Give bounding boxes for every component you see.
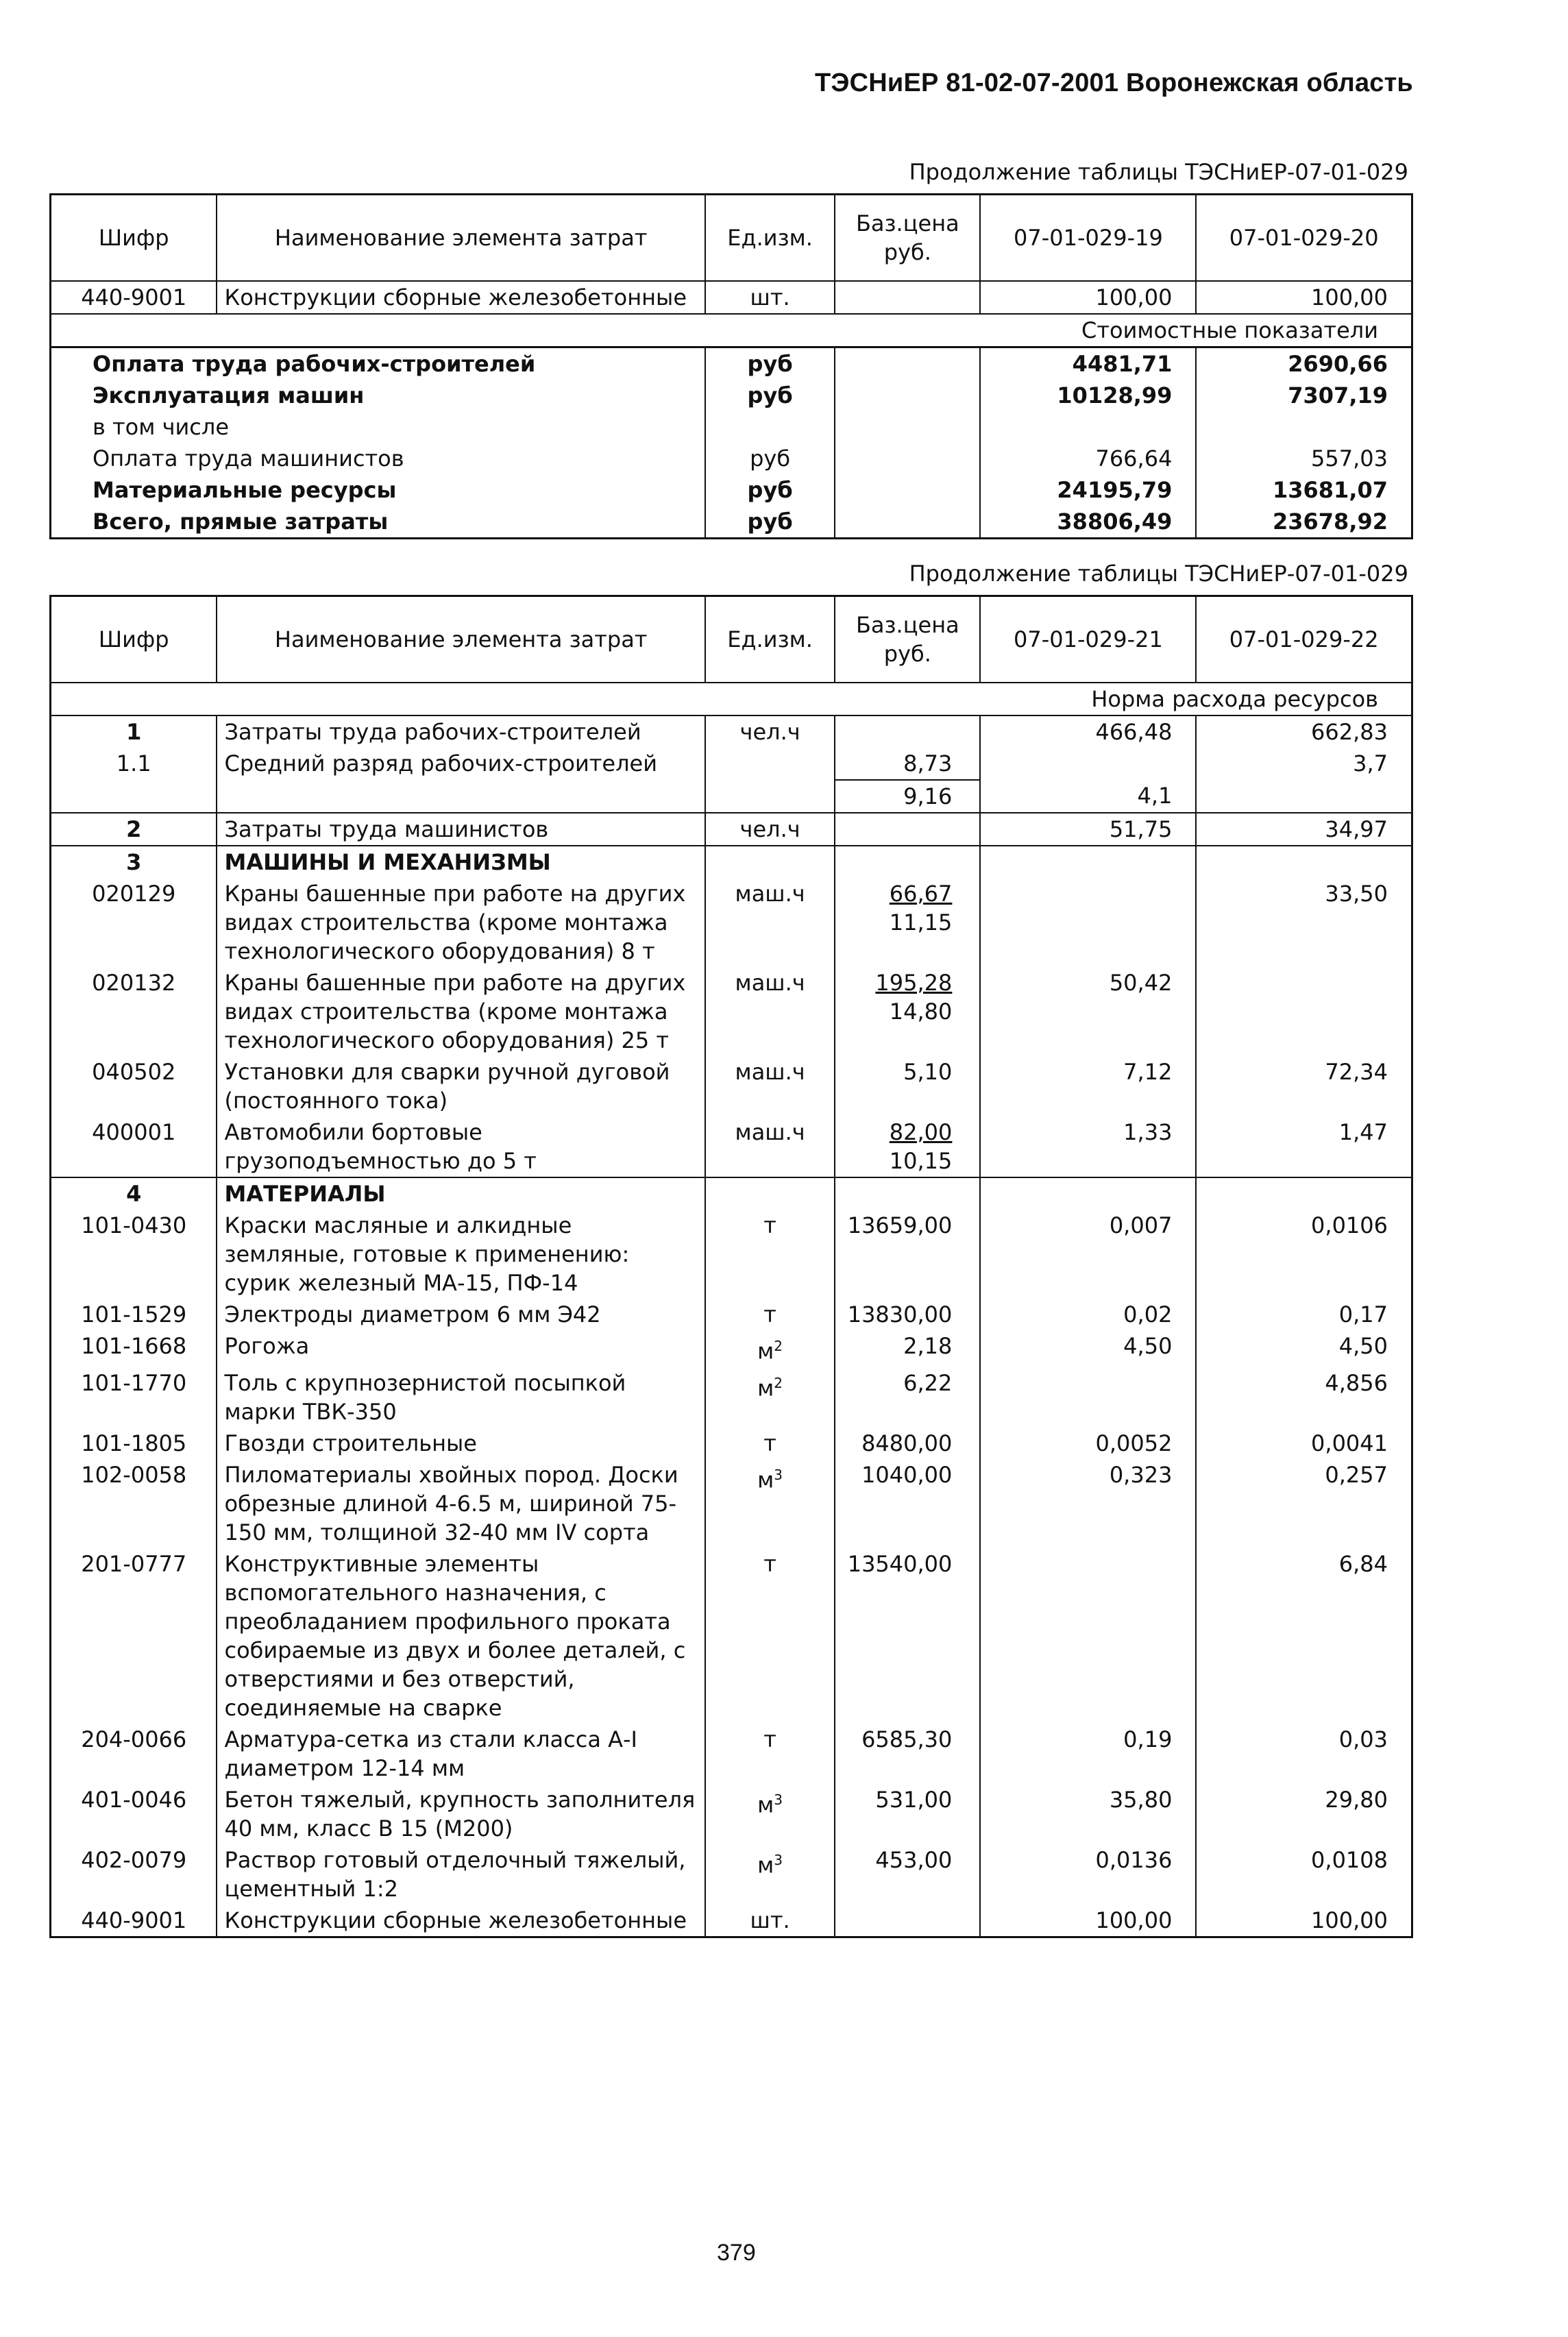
- cell-price: [835, 1177, 980, 1210]
- cell-v2: 557,03: [1196, 443, 1412, 474]
- cell-name: Бетон тяжелый, крупность заполнителя 40 мм, класс В 15 (М200): [217, 1784, 705, 1844]
- cell-price: [835, 1905, 980, 1937]
- table-row: [51, 715, 1412, 748]
- unit-text: маш.ч: [735, 1059, 805, 1085]
- cell-v1: [980, 1177, 1196, 1210]
- cell-name: МАТЕРИАЛЫ: [217, 1177, 705, 1210]
- unit-text: т: [763, 1212, 776, 1238]
- cell-name: Материальные ресурсы: [51, 474, 705, 506]
- cell-unit: [705, 411, 835, 443]
- cell-name: Пиломатериалы хвойных пород. Доски обрезные длиной 4-6.5 м, шириной 75-150 мм, толщиной 32-40 мм IV сорта: [217, 1459, 705, 1548]
- unit-text: маш.ч: [735, 970, 805, 996]
- table-row: [51, 474, 1412, 506]
- cell-name: Всего, прямые затраты: [51, 506, 705, 539]
- cell-price: [835, 1116, 980, 1177]
- price-value: 82,00: [889, 1119, 953, 1145]
- cell-price: [835, 347, 980, 380]
- cell-name: Толь с крупнозернистой посыпкой марки ТВК-350: [217, 1367, 705, 1428]
- table-row: [51, 1844, 1412, 1905]
- unit-text: т: [763, 1550, 776, 1577]
- section-label: Стоимостные показатели: [1081, 317, 1378, 343]
- table2-header-row: [51, 596, 1412, 683]
- table-row: [51, 1724, 1412, 1784]
- table-row: [51, 1367, 1412, 1428]
- price-value: 6585,30: [861, 1726, 953, 1752]
- cell-code: [51, 780, 217, 813]
- cell-name: Затраты труда машинистов: [217, 813, 705, 846]
- price-value-secondary: 11,15: [889, 909, 953, 935]
- table-row: [51, 967, 1412, 1056]
- unit-text: маш.ч: [735, 1119, 805, 1145]
- cell-code: 1.1: [51, 748, 217, 780]
- table-row: [51, 281, 1412, 314]
- price-value: 66,67: [889, 881, 953, 907]
- table1: [49, 193, 1413, 539]
- cell-unit: руб: [705, 380, 835, 411]
- table-row: [51, 1299, 1412, 1330]
- table-row: [51, 780, 1412, 813]
- unit-text: т: [763, 1430, 776, 1456]
- cell-name: Конструктивные элементы вспомогательного назначения, с преобладанием профильного проката собираемые из двух и более деталей, с отверстиями и без отверстий, соединяемые на сварке: [217, 1548, 705, 1724]
- col-v2-header: 07-01-029-22: [1196, 596, 1412, 683]
- table-row: [51, 1548, 1412, 1724]
- price-value: 8,73: [903, 750, 953, 776]
- cell-v1: 7,12: [980, 1056, 1196, 1116]
- cell-price: [835, 878, 980, 967]
- cell-code: 201-0777: [51, 1548, 217, 1724]
- cell-v1: 51,75: [980, 813, 1196, 846]
- table-row: [51, 506, 1412, 539]
- cell-v1: 1,33: [980, 1116, 1196, 1177]
- cell-price: [835, 1459, 980, 1548]
- cell-price: [835, 1428, 980, 1459]
- cell-name: Установки для сварки ручной дуговой (постоянного тока): [217, 1056, 705, 1116]
- cell-v2: [1196, 846, 1412, 878]
- unit-text: м: [757, 1467, 774, 1493]
- table-row: [51, 1056, 1412, 1116]
- cell-name: Краны башенные при работе на других видах строительства (кроме монтажа технологического оборудования) 25 т: [217, 967, 705, 1056]
- cell-unit: [705, 1844, 835, 1905]
- unit-text: м: [757, 1852, 774, 1879]
- cell-unit: руб: [705, 443, 835, 474]
- cell-unit: [705, 748, 835, 780]
- cell-price: [835, 967, 980, 1056]
- cell-v2: 100,00: [1196, 1905, 1412, 1937]
- col-unit-header: Ед.изм.: [705, 195, 835, 282]
- cell-price: [835, 1548, 980, 1724]
- unit-superscript: 2: [774, 1374, 783, 1391]
- cell-v2: 662,83: [1196, 715, 1412, 748]
- col-v1-header: 07-01-029-19: [980, 195, 1196, 282]
- price-value: 6,22: [903, 1369, 953, 1396]
- cell-code: 1: [51, 715, 217, 748]
- price-value-secondary: 10,15: [889, 1148, 953, 1174]
- price-value: 2,18: [903, 1333, 953, 1359]
- col-code-header: Шифр: [51, 195, 217, 282]
- cell-v2: 6,84: [1196, 1548, 1412, 1724]
- cell-v1: [980, 1548, 1196, 1724]
- table-row: [51, 748, 1412, 780]
- cell-unit: [705, 846, 835, 878]
- cell-code: 101-1770: [51, 1367, 217, 1428]
- cell-unit: [705, 780, 835, 813]
- unit-text: шт.: [750, 1907, 790, 1933]
- unit-superscript: 2: [774, 1338, 783, 1354]
- table2-body: [51, 715, 1412, 1937]
- cell-v2: 72,34: [1196, 1056, 1412, 1116]
- cell-v1: 466,48: [980, 715, 1196, 748]
- price-value-secondary: 14,80: [889, 999, 953, 1025]
- cell-name: Рогожа: [217, 1330, 705, 1367]
- cell-unit: [705, 878, 835, 967]
- cell-code: 4: [51, 1177, 217, 1210]
- cell-price: [835, 1056, 980, 1116]
- cell-v1: 50,42: [980, 967, 1196, 1056]
- cell-price: [835, 1299, 980, 1330]
- cell-price: [835, 846, 980, 878]
- cell-code: 101-1668: [51, 1330, 217, 1367]
- cell-unit: руб: [705, 347, 835, 380]
- cell-v2: 1,47: [1196, 1116, 1412, 1177]
- cell-name: Оплата труда машинистов: [51, 443, 705, 474]
- cell-price: [835, 1367, 980, 1428]
- cell-unit: руб: [705, 506, 835, 539]
- cell-v1: 0,323: [980, 1459, 1196, 1548]
- cell-name: МАШИНЫ И МЕХАНИЗМЫ: [217, 846, 705, 878]
- price-value: 453,00: [875, 1846, 953, 1873]
- price-value: 13830,00: [847, 1301, 953, 1327]
- unit-superscript: 3: [774, 1791, 783, 1808]
- cell-v1: 35,80: [980, 1784, 1196, 1844]
- cell-code: 3: [51, 846, 217, 878]
- price-value: 5,10: [903, 1059, 953, 1085]
- cell-unit: [705, 1177, 835, 1210]
- cell-name: Эксплуатация машин: [51, 380, 705, 411]
- table-row: [51, 846, 1412, 878]
- cell-code: 2: [51, 813, 217, 846]
- cell-v1: 10128,99: [980, 380, 1196, 411]
- cell-code: 102-0058: [51, 1459, 217, 1548]
- cell-v2: 0,0106: [1196, 1210, 1412, 1299]
- table-row: [51, 1784, 1412, 1844]
- cell-v2: 33,50: [1196, 878, 1412, 967]
- table-row: [51, 380, 1412, 411]
- cell-unit: руб: [705, 474, 835, 506]
- table-row: [51, 1177, 1412, 1210]
- price-value: 1040,00: [861, 1461, 953, 1488]
- cell-price: [835, 281, 980, 314]
- cell-v2: 4,856: [1196, 1367, 1412, 1428]
- section-row: [51, 683, 1412, 715]
- table-row: [51, 1905, 1412, 1937]
- page-number: 379: [717, 2240, 756, 2266]
- cell-v1: 766,64: [980, 443, 1196, 474]
- col-v1-header: 07-01-029-21: [980, 596, 1196, 683]
- cell-code: 101-1529: [51, 1299, 217, 1330]
- cell-price: [835, 813, 980, 846]
- price-value: 8480,00: [861, 1430, 953, 1456]
- cell-price: [835, 474, 980, 506]
- col-price-header: Баз.цена руб.: [835, 195, 980, 282]
- cell-v2: 29,80: [1196, 1784, 1412, 1844]
- cell-unit: [705, 1056, 835, 1116]
- cell-unit: [705, 1210, 835, 1299]
- cell-code: 401-0046: [51, 1784, 217, 1844]
- cell-code: 440-9001: [51, 281, 217, 314]
- cell-name: Затраты труда рабочих-строителей: [217, 715, 705, 748]
- cell-name: Арматура-сетка из стали класса А-I диаметром 12-14 мм: [217, 1724, 705, 1784]
- cell-name: Автомобили бортовые грузоподъемностью до 5 т: [217, 1116, 705, 1177]
- cell-unit: [705, 1784, 835, 1844]
- cell-v2: 13681,07: [1196, 474, 1412, 506]
- cell-unit: [705, 1116, 835, 1177]
- cell-name: [217, 780, 705, 813]
- table-row: [51, 1330, 1412, 1367]
- price-value: 13540,00: [847, 1550, 953, 1577]
- table2-caption: Продолжение таблицы ТЭСНиЕР-07-01-029: [909, 561, 1408, 587]
- cell-name: в том числе: [51, 411, 705, 443]
- cell-code: 400001: [51, 1116, 217, 1177]
- cell-price: [835, 380, 980, 411]
- cell-unit: [705, 1299, 835, 1330]
- cell-unit: [705, 1724, 835, 1784]
- table-row: [51, 1459, 1412, 1548]
- col-code-header: Шифр: [51, 596, 217, 683]
- cell-v2: 3,7: [1196, 748, 1412, 780]
- cell-unit: [705, 1548, 835, 1724]
- cell-v2: 34,97: [1196, 813, 1412, 846]
- table1-caption: Продолжение таблицы ТЭСНиЕР-07-01-029: [909, 159, 1408, 185]
- price-value: 13659,00: [847, 1212, 953, 1238]
- table-row: [51, 1428, 1412, 1459]
- col-price-header: Баз.цена руб.: [835, 596, 980, 683]
- cell-v2: 0,0041: [1196, 1428, 1412, 1459]
- section-row: [51, 314, 1412, 347]
- unit-superscript: 3: [774, 1466, 783, 1483]
- cell-price: [835, 1844, 980, 1905]
- table2: [49, 595, 1413, 1938]
- cell-price: [835, 1330, 980, 1367]
- cell-v2: [1196, 967, 1412, 1056]
- cell-v1: 100,00: [980, 1905, 1196, 1937]
- unit-text: м: [757, 1791, 774, 1818]
- cell-name: Конструкции сборные железобетонные: [217, 281, 705, 314]
- cell-v1: 4,1: [980, 780, 1196, 813]
- cell-unit: [705, 1330, 835, 1367]
- col-unit-header: Ед.изм.: [705, 596, 835, 683]
- cell-v1: [980, 878, 1196, 967]
- cell-price: [835, 780, 980, 813]
- cell-v2: 23678,92: [1196, 506, 1412, 539]
- cell-v2: 7307,19: [1196, 380, 1412, 411]
- cell-unit: [705, 1428, 835, 1459]
- table-row: [51, 878, 1412, 967]
- cell-v2: [1196, 1177, 1412, 1210]
- cell-unit: шт.: [705, 281, 835, 314]
- cell-v1: 4,50: [980, 1330, 1196, 1367]
- cell-name: Оплата труда рабочих-строителей: [51, 347, 705, 380]
- cell-name: Конструкции сборные железобетонные: [217, 1905, 705, 1937]
- table-row: [51, 411, 1412, 443]
- cell-v1: [980, 1367, 1196, 1428]
- cell-v1: 24195,79: [980, 474, 1196, 506]
- cell-price: [835, 443, 980, 474]
- cell-price: [835, 1210, 980, 1299]
- unit-text: м: [757, 1338, 774, 1365]
- cell-v1: [980, 748, 1196, 780]
- price-value: 531,00: [875, 1786, 953, 1813]
- table-row: [51, 443, 1412, 474]
- cell-price: [835, 506, 980, 539]
- cell-price: [835, 1784, 980, 1844]
- cell-v2: [1196, 411, 1412, 443]
- cell-unit: [705, 715, 835, 748]
- cell-unit: [705, 813, 835, 846]
- unit-text: м: [757, 1375, 774, 1402]
- cell-v2: 0,0108: [1196, 1844, 1412, 1905]
- price-value: 9,16: [903, 783, 953, 809]
- cell-unit: [705, 1905, 835, 1937]
- cell-price: [835, 411, 980, 443]
- document-header: ТЭСНиЕР 81-02-07-2001 Воронежская область: [814, 69, 1413, 97]
- unit-text: т: [763, 1726, 776, 1752]
- cell-v2: 4,50: [1196, 1330, 1412, 1367]
- unit-text: чел.ч: [739, 719, 800, 745]
- cell-name: Средний разряд рабочих-строителей: [217, 748, 705, 780]
- cell-v1: 0,02: [980, 1299, 1196, 1330]
- cell-name: Гвозди строительные: [217, 1428, 705, 1459]
- cell-unit: [705, 967, 835, 1056]
- cell-code: 020129: [51, 878, 217, 967]
- col-name-header: Наименование элемента затрат: [217, 596, 705, 683]
- cell-unit: [705, 1459, 835, 1548]
- cell-v2: 0,17: [1196, 1299, 1412, 1330]
- cell-code: 402-0079: [51, 1844, 217, 1905]
- price-value: 195,28: [875, 970, 953, 996]
- cell-v2: 0,257: [1196, 1459, 1412, 1548]
- cell-v1: [980, 846, 1196, 878]
- cell-code: 101-0430: [51, 1210, 217, 1299]
- cell-code: 101-1805: [51, 1428, 217, 1459]
- table-row: [51, 1116, 1412, 1177]
- cell-price: [835, 1724, 980, 1784]
- cell-name: Краны башенные при работе на других видах строительства (кроме монтажа технологического оборудования) 8 т: [217, 878, 705, 967]
- cell-v1: 100,00: [980, 281, 1196, 314]
- cell-name: Раствор готовый отделочный тяжелый, цементный 1:2: [217, 1844, 705, 1905]
- cell-code: 440-9001: [51, 1905, 217, 1937]
- cell-v1: [980, 411, 1196, 443]
- cell-v1: 4481,71: [980, 347, 1196, 380]
- cell-code: 040502: [51, 1056, 217, 1116]
- col-name-header: Наименование элемента затрат: [217, 195, 705, 282]
- cell-name: Краски масляные и алкидные земляные, готовые к применению: сурик железный МА-15, ПФ-14: [217, 1210, 705, 1299]
- cell-price: [835, 715, 980, 748]
- cell-v1: 0,007: [980, 1210, 1196, 1299]
- cell-v2: 0,03: [1196, 1724, 1412, 1784]
- table-row: [51, 813, 1412, 846]
- cell-v1: 0,19: [980, 1724, 1196, 1784]
- cell-v2: 2690,66: [1196, 347, 1412, 380]
- cell-v1: 38806,49: [980, 506, 1196, 539]
- cell-unit: [705, 1367, 835, 1428]
- unit-text: чел.ч: [739, 816, 800, 842]
- unit-text: маш.ч: [735, 881, 805, 907]
- table1-header-row: [51, 195, 1412, 282]
- cell-v1: 0,0136: [980, 1844, 1196, 1905]
- cell-v2: 100,00: [1196, 281, 1412, 314]
- table-row: [51, 347, 1412, 380]
- cell-price: [835, 748, 980, 780]
- cell-name: Электроды диаметром 6 мм Э42: [217, 1299, 705, 1330]
- cell-v2: [1196, 780, 1412, 813]
- unit-text: т: [763, 1301, 776, 1327]
- section-label: Норма расхода ресурсов: [1091, 686, 1378, 712]
- cell-code: 020132: [51, 967, 217, 1056]
- cell-v1: 0,0052: [980, 1428, 1196, 1459]
- col-v2-header: 07-01-029-20: [1196, 195, 1412, 282]
- table-row: [51, 1210, 1412, 1299]
- cell-code: 204-0066: [51, 1724, 217, 1784]
- unit-superscript: 3: [774, 1851, 783, 1868]
